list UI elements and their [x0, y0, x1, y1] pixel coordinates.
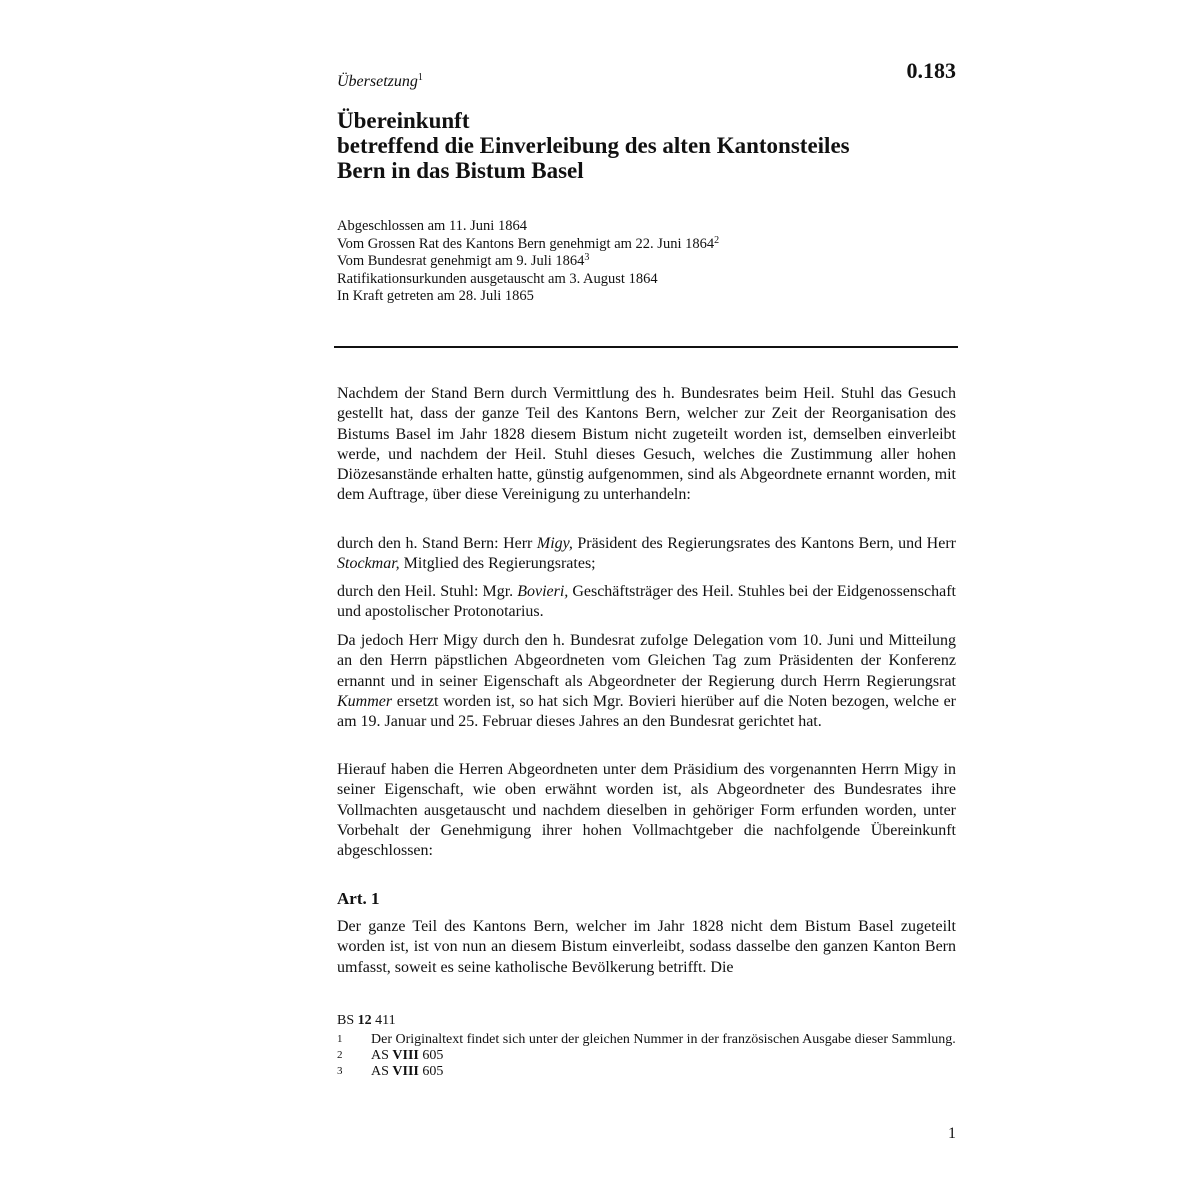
source-page: 411 [371, 1013, 396, 1028]
p2-text-c: Mitglied des Regierungsrates; [399, 555, 596, 573]
person-kummer: Kummer [337, 692, 393, 710]
footnote-text [371, 1064, 957, 1080]
enactment-metadata [337, 218, 719, 306]
p2-text-a: durch den h. Stand Bern: Herr [337, 535, 537, 552]
header-divider [334, 346, 958, 348]
preamble-paragraph-3 [337, 582, 956, 623]
footnote-number: 1 [337, 1033, 343, 1045]
meta-concluded: Abgeschlossen am 11. Juni 1864 [337, 218, 527, 234]
footnote-page: 605 [418, 1064, 444, 1079]
footnote-prefix: AS [371, 1048, 393, 1063]
footnote-ref-3[interactable]: 3 [584, 252, 590, 263]
person-migy: Migy, [536, 535, 573, 552]
preamble-paragraph-5 [337, 760, 956, 861]
article-1-text: Der ganze Teil des Kantons Bern, welcher im Jahr 1828 nicht dem Bistum Basel zugeteilt worden ist, ist von nun an diesem Bistum einverleibt, sodass dasselbe den ganzen Kanton Bern umfasst, soweit es seine katholische Bevölkerung betrifft. Die [337, 918, 956, 976]
footnote-volume: VIII [392, 1064, 419, 1079]
footnote-number: 2 [337, 1049, 343, 1061]
article-1-paragraph [337, 917, 956, 978]
document-number: 0.183 [906, 58, 956, 83]
page-number: 1 [948, 1125, 956, 1142]
footnote-page: 605 [418, 1048, 444, 1063]
footnote-ref-2[interactable]: 2 [714, 234, 720, 246]
title-line-3: Bern in das Bistum Basel [337, 158, 584, 183]
meta-grand-council [337, 236, 719, 254]
article-1-heading: Art. 1 [337, 889, 380, 908]
p2-text-b: Präsident des Regierungsrates des Kantons Bern, und Herr [572, 535, 956, 552]
source-volume: 12 [357, 1013, 372, 1028]
footnote-prefix: AS [371, 1064, 393, 1079]
preamble-text-5: Hierauf haben die Herren Abgeordneten unter dem Präsidium des vorgenannten Herrn Migy in seiner Eigenschaft, wie oben erwähnt worden ist, als Abgeordneter des Bundesrates ihre Vollmachten ausgetauscht und nachdem dieselben in gehöriger Form erfunden worden, unter Vorbehalt der Genehmigung ihrer hohen Vollmachtgeber die nachfolgende Übereinkunft abgeschlossen: [337, 761, 956, 860]
footnote-number: 3 [337, 1065, 343, 1077]
meta-federal-council [337, 253, 719, 271]
translation-label: Übersetzung [337, 73, 418, 90]
footnote-text: Der Originaltext findet sich unter der gleichen Nummer in der französischen Ausgabe dieser Sammlung. [371, 1032, 956, 1047]
person-bovieri: Bovieri, [517, 583, 569, 600]
person-stockmar: Stockmar, [337, 555, 400, 573]
p3-text-a: durch den Heil. Stuhl: Mgr. [337, 583, 518, 600]
meta-grand-council-text: Vom Grossen Rat des Kantons Bern genehmigt am 22. Juni 1864 [337, 235, 715, 252]
title-line-2: betreffend die Einverleibung des alten Kantonsteiles [337, 133, 850, 158]
footnote-2 [337, 1048, 957, 1064]
preamble-paragraph-4 [337, 631, 956, 732]
p4-text-b: ersetzt worden ist, so hat sich Mgr. Bovieri hierüber auf die Noten bezogen, welche er am 19. Januar und 25. Februar dieses Jahres an den Bundesrat gerichtet hat. [337, 692, 956, 731]
meta-federal-council-text: Vom Bundesrat genehmigt am 9. Juli 1864 [337, 253, 585, 269]
source-prefix: BS [337, 1013, 358, 1028]
meta-in-force: In Kraft getreten am 28. Juli 1865 [337, 288, 534, 304]
footnote-3 [337, 1064, 957, 1080]
footnote-ref-1[interactable]: 1 [417, 72, 423, 83]
source-reference [337, 1013, 957, 1029]
p3-text-b: Geschäftsträger des Heil. Stuhles bei der Eidgenossenschaft und apostolischer Protonotarius. [337, 583, 957, 621]
footnote-volume: VIII [392, 1048, 419, 1063]
translation-note [337, 72, 423, 91]
footnote-text [371, 1048, 957, 1064]
meta-ratification: Ratifikationsurkunden ausgetauscht am 3. August 1864 [337, 270, 658, 287]
preamble-paragraph-2 [337, 534, 956, 575]
preamble-text-1: Nachdem der Stand Bern durch Vermittlung des h. Bundesrates beim Heil. Stuhl das Gesuch gestellt hat, dass der ganze Teil des Kantons Bern, welcher zur Zeit der Reorganisation des Bistums Basel im Jahr 1828 diesem Bistum nicht zugeteilt worden ist, demselben einverleibt werde, und nachdem der Heil. Stuhl dieses Gesuch, welches die Zustimmung aller hohen Diözesanstände erhalten hatte, günstig aufgenommen, sind als Abgeordnete ernannt worden, mit dem Auftrage, über diese Vereinigung zu unterhandeln: [337, 385, 956, 504]
footnote-1 [337, 1032, 957, 1048]
p4-text-a: Da jedoch Herr Migy durch den h. Bundesrat zufolge Delegation vom 10. Juni und Mitteilung an den Herrn päpstlichen Abgeordneten vom Gleichen Tag zum Präsidenten der Konferenz ernannt und in seiner Eigenschaft als Abgeordneter der Regierung durch Herrn Regierungsrat [337, 632, 956, 690]
title-line-1: Übereinkunft [337, 108, 470, 133]
footnotes [337, 1013, 957, 1080]
preamble-paragraph-1 [337, 384, 956, 506]
document-title [337, 108, 850, 183]
